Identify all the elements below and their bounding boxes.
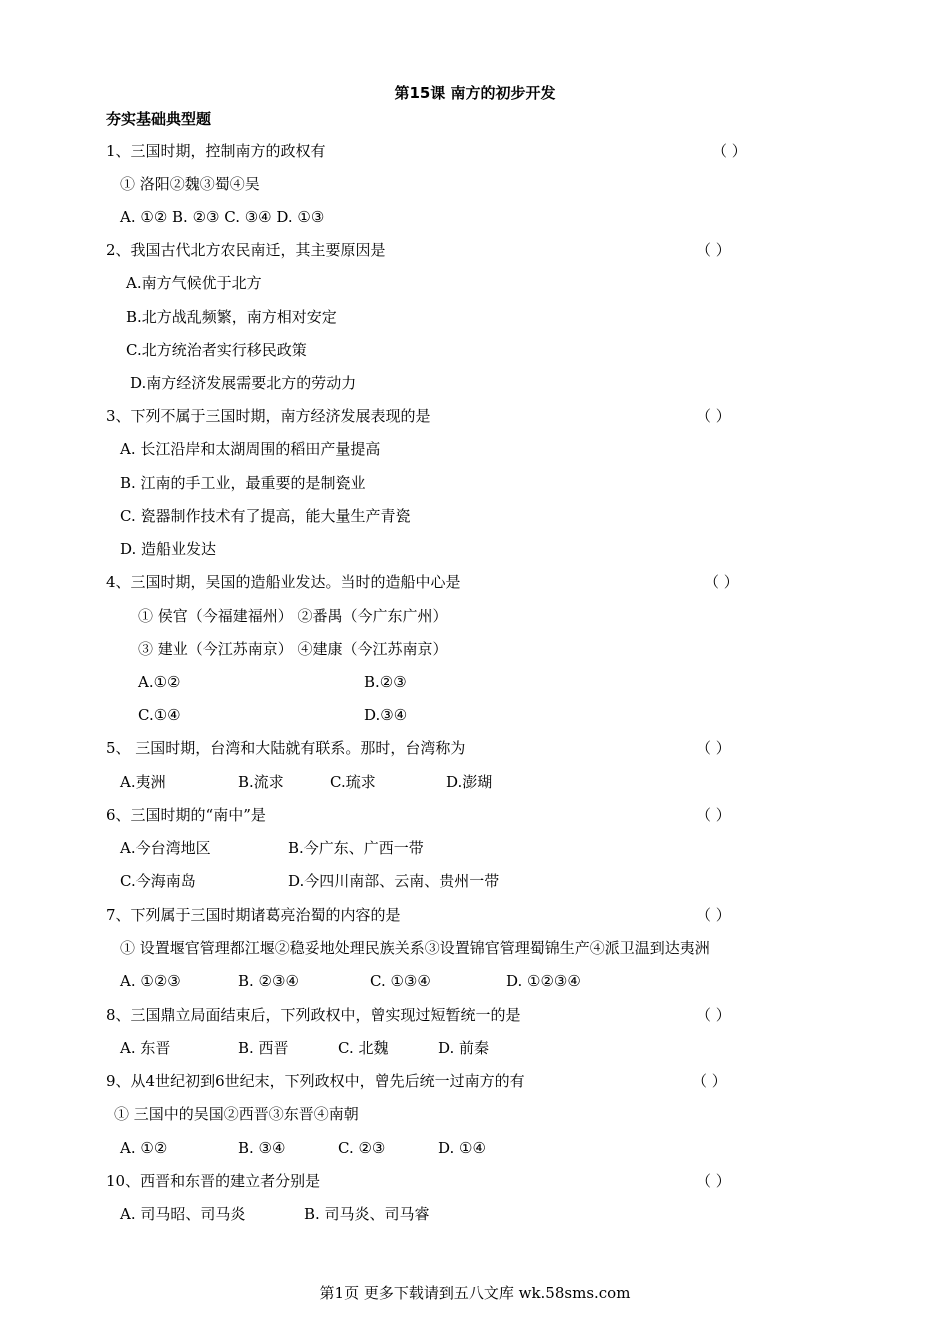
- question-2-option-d: D.南方经济发展需要北方的劳动力: [130, 374, 357, 392]
- question-9-option-d: D. ①④: [438, 1139, 486, 1157]
- question-9-option-b: B. ③④: [238, 1139, 286, 1157]
- question-4-stem: 4、三国时期，吴国的造船业发达。当时的造船中心是: [106, 573, 461, 591]
- question-7-option-b: B. ②③④: [238, 972, 299, 990]
- question-6-option-d: D.今四川南部、云南、贵州一带: [288, 872, 500, 890]
- question-4-line-1: ① 侯官（今福建福州） ②番禺（今广东广州）: [138, 607, 448, 625]
- question-8-stem: 8、三国鼎立局面结束后，下列政权中，曾实现过短暂统一的是: [106, 1006, 521, 1024]
- question-8-answer-blank: （ ）: [696, 1006, 731, 1024]
- question-9-stem: 9、从4世纪初到6世纪末，下列政权中，曾先后统一过南方的有: [106, 1072, 525, 1090]
- page-footer: 第1页 更多下载请到五八文库 wk.58sms.com: [319, 1284, 631, 1302]
- question-6-option-b: B.今广东、广西一带: [288, 839, 424, 857]
- question-1-options: A. ①② B. ②③ C. ③④ D. ①③: [120, 208, 325, 226]
- question-3-option-b: B. 江南的手工业，最重要的是制瓷业: [120, 474, 366, 492]
- question-4-answer-blank: （ ）: [704, 573, 739, 591]
- question-4-option-a: A.①②: [138, 673, 181, 691]
- question-7-option-c: C. ①③④: [370, 972, 431, 990]
- question-1-answer-blank: （ ）: [712, 142, 747, 160]
- page-title: 第15课 南方的初步开发: [394, 84, 556, 102]
- question-6-stem: 6、三国时期的“南中”是: [106, 806, 266, 824]
- question-7-answer-blank: （ ）: [696, 906, 731, 924]
- question-5-option-d: D.澎瑚: [446, 773, 493, 791]
- question-2-answer-blank: （ ）: [696, 241, 731, 259]
- question-9-line-1: ① 三国中的吴国②西晋③东晋④南朝: [114, 1105, 359, 1123]
- question-7-stem: 7、下列属于三国时期诸葛亮治蜀的内容的是: [106, 906, 401, 924]
- question-10-option-a: A. 司马昭、司马炎: [120, 1205, 246, 1223]
- question-7-option-a: A. ①②③: [120, 972, 181, 990]
- question-8-option-c: C. 北魏: [338, 1039, 389, 1057]
- question-4-option-c: C.①④: [138, 706, 181, 724]
- question-8-option-a: A. 东晋: [120, 1039, 171, 1057]
- question-3-stem: 3、下列不属于三国时期，南方经济发展表现的是: [106, 407, 431, 425]
- question-6-option-c: C.今海南岛: [120, 872, 196, 890]
- section-heading: 夯实基础典型题: [106, 110, 212, 128]
- question-7-option-d: D. ①②③④: [506, 972, 581, 990]
- question-2-option-c: C.北方统治者实行移民政策: [126, 341, 307, 359]
- question-6-option-a: A.今台湾地区: [120, 839, 211, 857]
- question-6-answer-blank: （ ）: [696, 806, 731, 824]
- question-5-option-a: A.夷洲: [120, 773, 166, 791]
- question-8-option-d: D. 前秦: [438, 1039, 490, 1057]
- question-5-answer-blank: （ ）: [696, 739, 731, 757]
- question-9-option-a: A. ①②: [120, 1139, 168, 1157]
- question-7-line-1: ① 设置堰官管理都江堰②稳妥地处理民族关系③设置锦官管理蜀锦生产④派卫温到达夷洲: [120, 939, 710, 957]
- question-3-option-c: C. 瓷器制作技术有了提高，能大量生产青瓷: [120, 507, 411, 525]
- question-3-answer-blank: （ ）: [696, 407, 731, 425]
- question-10-stem: 10、西晋和东晋的建立者分别是: [106, 1172, 321, 1190]
- question-10-option-b: B. 司马炎、司马睿: [304, 1205, 430, 1223]
- question-3-option-a: A. 长江沿岸和太湖周围的稻田产量提高: [120, 440, 381, 458]
- question-2-option-b: B.北方战乱频繁，南方相对安定: [126, 308, 337, 326]
- question-10-answer-blank: （ ）: [696, 1172, 731, 1190]
- question-2-stem: 2、我国古代北方农民南迁，其主要原因是: [106, 241, 386, 259]
- question-4-option-b: B.②③: [364, 673, 407, 691]
- question-9-option-c: C. ②③: [338, 1139, 386, 1157]
- question-5-option-c: C.琉求: [330, 773, 376, 791]
- question-4-line-2: ③ 建业（今江苏南京） ④建康（今江苏南京）: [138, 640, 448, 658]
- question-9-answer-blank: （ ）: [692, 1072, 727, 1090]
- question-1-line-1: ① 洛阳②魏③蜀④吴: [120, 175, 260, 193]
- question-3-option-d: D. 造船业发达: [120, 540, 217, 558]
- question-2-option-a: A.南方气候优于北方: [126, 274, 262, 292]
- question-5-stem: 5、 三国时期，台湾和大陆就有联系。那时，台湾称为: [106, 739, 466, 757]
- question-1-stem: 1、三国时期，控制南方的政权有: [106, 142, 326, 160]
- question-5-option-b: B.流求: [238, 773, 284, 791]
- question-4-option-d: D.③④: [364, 706, 408, 724]
- question-8-option-b: B. 西晋: [238, 1039, 289, 1057]
